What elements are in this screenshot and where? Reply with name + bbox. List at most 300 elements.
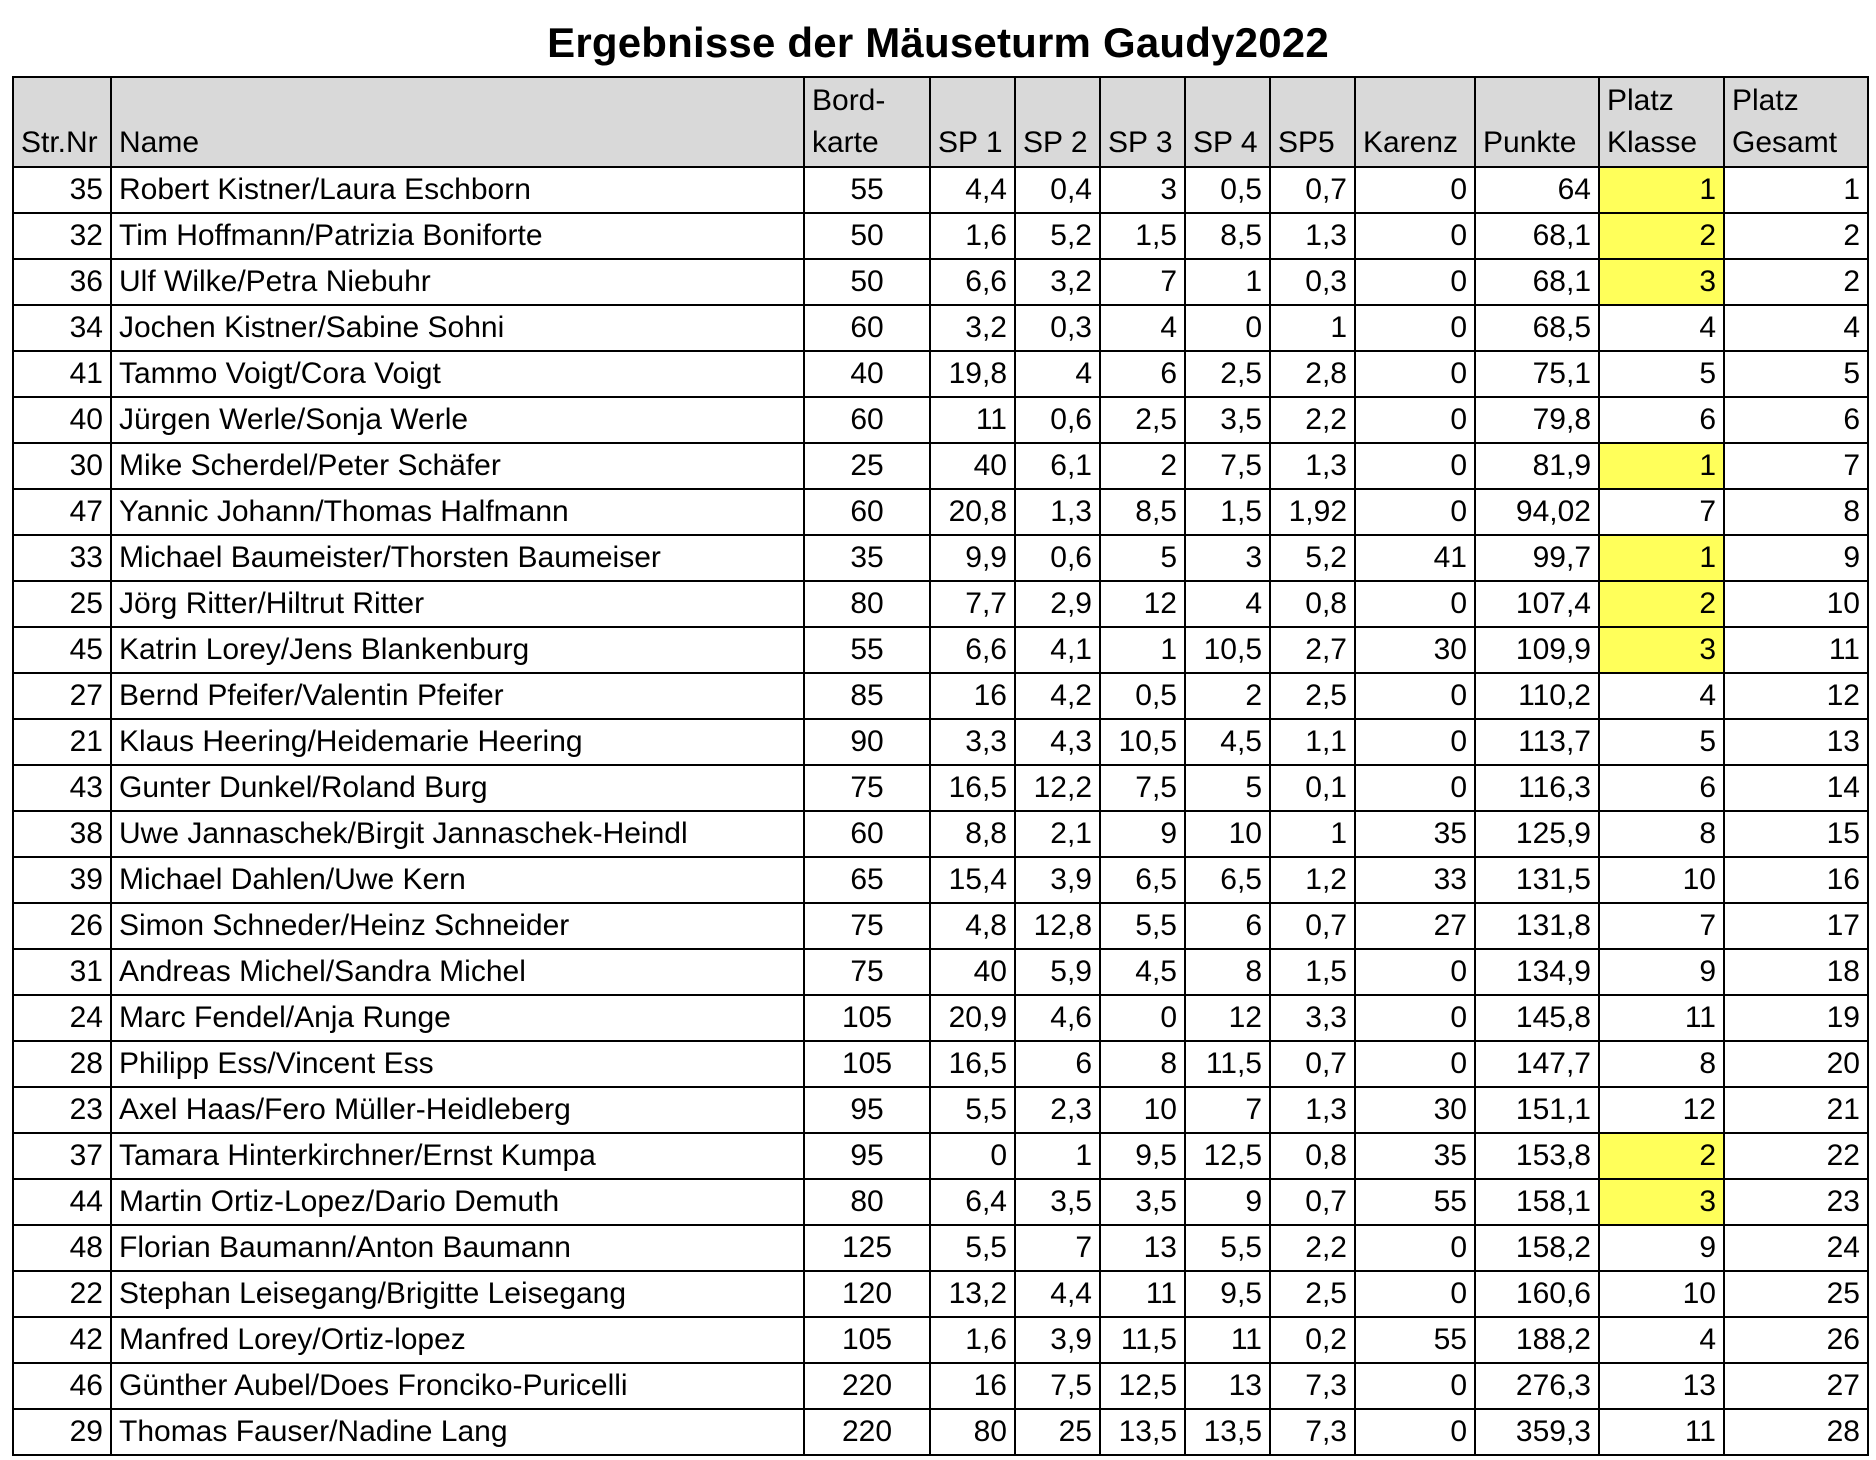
cell-sp2: 0,6 bbox=[1015, 535, 1100, 581]
cell-sp2: 4,4 bbox=[1015, 1271, 1100, 1317]
cell-sp2: 6 bbox=[1015, 1041, 1100, 1087]
cell-strnr: 46 bbox=[13, 1363, 111, 1409]
cell-platz-gesamt: 26 bbox=[1724, 1317, 1868, 1363]
cell-sp1: 13,2 bbox=[930, 1271, 1015, 1317]
cell-karenz: 41 bbox=[1355, 535, 1475, 581]
cell-strnr: 48 bbox=[13, 1225, 111, 1271]
cell-strnr: 22 bbox=[13, 1271, 111, 1317]
cell-sp2: 4,3 bbox=[1015, 719, 1100, 765]
cell-sp4: 3 bbox=[1185, 535, 1270, 581]
cell-name: Yannic Johann/Thomas Halfmann bbox=[111, 489, 804, 535]
table-row bbox=[13, 1041, 1868, 1087]
cell-bordkarte: 220 bbox=[804, 1363, 930, 1409]
cell-sp2: 2,9 bbox=[1015, 581, 1100, 627]
cell-platz-gesamt: 1 bbox=[1724, 167, 1868, 213]
cell-bordkarte: 25 bbox=[804, 443, 930, 489]
header-platz-gesamt: Platz Gesamt bbox=[1724, 77, 1868, 167]
cell-strnr: 21 bbox=[13, 719, 111, 765]
cell-sp2: 5,2 bbox=[1015, 213, 1100, 259]
cell-strnr: 25 bbox=[13, 581, 111, 627]
cell-sp4: 12 bbox=[1185, 995, 1270, 1041]
cell-platz-klasse: 4 bbox=[1599, 673, 1724, 719]
cell-platz-klasse: 7 bbox=[1599, 903, 1724, 949]
table-row bbox=[13, 259, 1868, 305]
cell-strnr: 26 bbox=[13, 903, 111, 949]
cell-sp3: 5,5 bbox=[1100, 903, 1185, 949]
cell-strnr: 35 bbox=[13, 167, 111, 213]
cell-sp4: 12,5 bbox=[1185, 1133, 1270, 1179]
cell-sp2: 2,3 bbox=[1015, 1087, 1100, 1133]
cell-bordkarte: 40 bbox=[804, 351, 930, 397]
cell-bordkarte: 95 bbox=[804, 1133, 930, 1179]
cell-sp2: 2,1 bbox=[1015, 811, 1100, 857]
cell-platz-klasse: 10 bbox=[1599, 1271, 1724, 1317]
table-row bbox=[13, 1133, 1868, 1179]
table-row bbox=[13, 811, 1868, 857]
cell-strnr: 30 bbox=[13, 443, 111, 489]
table-row bbox=[13, 1317, 1868, 1363]
table-row bbox=[13, 305, 1868, 351]
cell-platz-klasse: 6 bbox=[1599, 397, 1724, 443]
cell-sp5: 2,8 bbox=[1270, 351, 1355, 397]
cell-sp5: 7,3 bbox=[1270, 1363, 1355, 1409]
cell-sp1: 5,5 bbox=[930, 1225, 1015, 1271]
cell-punkte: 75,1 bbox=[1475, 351, 1599, 397]
cell-platz-gesamt: 14 bbox=[1724, 765, 1868, 811]
cell-name: Katrin Lorey/Jens Blankenburg bbox=[111, 627, 804, 673]
cell-sp3: 2,5 bbox=[1100, 397, 1185, 443]
cell-sp1: 80 bbox=[930, 1409, 1015, 1455]
cell-punkte: 147,7 bbox=[1475, 1041, 1599, 1087]
cell-sp4: 7,5 bbox=[1185, 443, 1270, 489]
table-row bbox=[13, 581, 1868, 627]
cell-platz-gesamt: 18 bbox=[1724, 949, 1868, 995]
cell-karenz: 0 bbox=[1355, 259, 1475, 305]
cell-sp1: 20,9 bbox=[930, 995, 1015, 1041]
cell-punkte: 94,02 bbox=[1475, 489, 1599, 535]
cell-sp1: 1,6 bbox=[930, 1317, 1015, 1363]
cell-platz-gesamt: 25 bbox=[1724, 1271, 1868, 1317]
cell-sp3: 10,5 bbox=[1100, 719, 1185, 765]
cell-karenz: 0 bbox=[1355, 949, 1475, 995]
cell-bordkarte: 55 bbox=[804, 167, 930, 213]
cell-karenz: 55 bbox=[1355, 1317, 1475, 1363]
cell-punkte: 68,1 bbox=[1475, 259, 1599, 305]
cell-sp1: 5,5 bbox=[930, 1087, 1015, 1133]
cell-bordkarte: 60 bbox=[804, 305, 930, 351]
cell-sp1: 16 bbox=[930, 673, 1015, 719]
cell-platz-gesamt: 24 bbox=[1724, 1225, 1868, 1271]
cell-sp4: 3,5 bbox=[1185, 397, 1270, 443]
cell-punkte: 68,1 bbox=[1475, 213, 1599, 259]
cell-name: Mike Scherdel/Peter Schäfer bbox=[111, 443, 804, 489]
table-row bbox=[13, 535, 1868, 581]
cell-platz-gesamt: 16 bbox=[1724, 857, 1868, 903]
cell-sp2: 12,8 bbox=[1015, 903, 1100, 949]
cell-platz-klasse: 3 bbox=[1599, 1179, 1724, 1225]
cell-name: Tim Hoffmann/Patrizia Boniforte bbox=[111, 213, 804, 259]
cell-sp4: 2 bbox=[1185, 673, 1270, 719]
cell-sp5: 1,92 bbox=[1270, 489, 1355, 535]
cell-platz-gesamt: 12 bbox=[1724, 673, 1868, 719]
cell-name: Klaus Heering/Heidemarie Heering bbox=[111, 719, 804, 765]
table-row bbox=[13, 1409, 1868, 1455]
cell-sp3: 13,5 bbox=[1100, 1409, 1185, 1455]
cell-punkte: 125,9 bbox=[1475, 811, 1599, 857]
cell-sp3: 8 bbox=[1100, 1041, 1185, 1087]
cell-sp2: 7 bbox=[1015, 1225, 1100, 1271]
cell-platz-klasse: 9 bbox=[1599, 1225, 1724, 1271]
cell-sp5: 2,2 bbox=[1270, 1225, 1355, 1271]
cell-sp3: 8,5 bbox=[1100, 489, 1185, 535]
cell-sp1: 6,6 bbox=[930, 627, 1015, 673]
cell-sp2: 3,2 bbox=[1015, 259, 1100, 305]
cell-strnr: 36 bbox=[13, 259, 111, 305]
cell-strnr: 23 bbox=[13, 1087, 111, 1133]
cell-platz-gesamt: 5 bbox=[1724, 351, 1868, 397]
cell-sp1: 6,6 bbox=[930, 259, 1015, 305]
cell-platz-gesamt: 21 bbox=[1724, 1087, 1868, 1133]
cell-sp4: 4,5 bbox=[1185, 719, 1270, 765]
cell-punkte: 68,5 bbox=[1475, 305, 1599, 351]
cell-karenz: 0 bbox=[1355, 581, 1475, 627]
cell-bordkarte: 105 bbox=[804, 1041, 930, 1087]
cell-name: Stephan Leisegang/Brigitte Leisegang bbox=[111, 1271, 804, 1317]
cell-karenz: 0 bbox=[1355, 995, 1475, 1041]
cell-bordkarte: 75 bbox=[804, 949, 930, 995]
cell-sp1: 9,9 bbox=[930, 535, 1015, 581]
cell-bordkarte: 50 bbox=[804, 259, 930, 305]
cell-strnr: 40 bbox=[13, 397, 111, 443]
table-row bbox=[13, 719, 1868, 765]
cell-sp1: 1,6 bbox=[930, 213, 1015, 259]
cell-platz-klasse: 1 bbox=[1599, 535, 1724, 581]
cell-platz-klasse: 4 bbox=[1599, 1317, 1724, 1363]
cell-platz-klasse: 12 bbox=[1599, 1087, 1724, 1133]
cell-sp2: 1 bbox=[1015, 1133, 1100, 1179]
cell-sp5: 2,2 bbox=[1270, 397, 1355, 443]
cell-platz-gesamt: 2 bbox=[1724, 213, 1868, 259]
cell-sp5: 0,1 bbox=[1270, 765, 1355, 811]
cell-punkte: 79,8 bbox=[1475, 397, 1599, 443]
table-row bbox=[13, 673, 1868, 719]
cell-bordkarte: 125 bbox=[804, 1225, 930, 1271]
cell-name: Bernd Pfeifer/Valentin Pfeifer bbox=[111, 673, 804, 719]
cell-sp1: 16,5 bbox=[930, 1041, 1015, 1087]
cell-platz-klasse: 3 bbox=[1599, 627, 1724, 673]
cell-sp1: 4,8 bbox=[930, 903, 1015, 949]
cell-name: Michael Dahlen/Uwe Kern bbox=[111, 857, 804, 903]
cell-name: Jürgen Werle/Sonja Werle bbox=[111, 397, 804, 443]
cell-sp4: 2,5 bbox=[1185, 351, 1270, 397]
cell-bordkarte: 60 bbox=[804, 489, 930, 535]
cell-punkte: 276,3 bbox=[1475, 1363, 1599, 1409]
cell-karenz: 35 bbox=[1355, 811, 1475, 857]
cell-sp3: 1,5 bbox=[1100, 213, 1185, 259]
cell-name: Jochen Kistner/Sabine Sohni bbox=[111, 305, 804, 351]
cell-platz-klasse: 5 bbox=[1599, 351, 1724, 397]
cell-karenz: 0 bbox=[1355, 1271, 1475, 1317]
table-row bbox=[13, 397, 1868, 443]
cell-punkte: 99,7 bbox=[1475, 535, 1599, 581]
cell-bordkarte: 220 bbox=[804, 1409, 930, 1455]
cell-karenz: 0 bbox=[1355, 305, 1475, 351]
cell-strnr: 34 bbox=[13, 305, 111, 351]
table-row bbox=[13, 949, 1868, 995]
cell-sp4: 1 bbox=[1185, 259, 1270, 305]
cell-strnr: 37 bbox=[13, 1133, 111, 1179]
cell-name: Manfred Lorey/Ortiz-lopez bbox=[111, 1317, 804, 1363]
cell-sp3: 11 bbox=[1100, 1271, 1185, 1317]
cell-platz-klasse: 3 bbox=[1599, 259, 1724, 305]
cell-karenz: 0 bbox=[1355, 489, 1475, 535]
cell-punkte: 359,3 bbox=[1475, 1409, 1599, 1455]
results-body bbox=[13, 167, 1868, 1455]
cell-sp5: 0,2 bbox=[1270, 1317, 1355, 1363]
cell-platz-gesamt: 19 bbox=[1724, 995, 1868, 1041]
cell-strnr: 45 bbox=[13, 627, 111, 673]
cell-punkte: 113,7 bbox=[1475, 719, 1599, 765]
cell-platz-gesamt: 4 bbox=[1724, 305, 1868, 351]
cell-platz-klasse: 2 bbox=[1599, 581, 1724, 627]
cell-sp5: 1,5 bbox=[1270, 949, 1355, 995]
cell-sp4: 10 bbox=[1185, 811, 1270, 857]
cell-sp2: 4,1 bbox=[1015, 627, 1100, 673]
cell-sp4: 8 bbox=[1185, 949, 1270, 995]
cell-sp1: 8,8 bbox=[930, 811, 1015, 857]
cell-punkte: 153,8 bbox=[1475, 1133, 1599, 1179]
table-row bbox=[13, 1363, 1868, 1409]
table-row bbox=[13, 167, 1868, 213]
cell-sp4: 9 bbox=[1185, 1179, 1270, 1225]
cell-sp3: 2 bbox=[1100, 443, 1185, 489]
cell-strnr: 47 bbox=[13, 489, 111, 535]
cell-platz-klasse: 4 bbox=[1599, 305, 1724, 351]
cell-strnr: 39 bbox=[13, 857, 111, 903]
cell-bordkarte: 60 bbox=[804, 397, 930, 443]
cell-sp1: 40 bbox=[930, 443, 1015, 489]
cell-sp2: 4,6 bbox=[1015, 995, 1100, 1041]
page-title: Ergebnisse der Mäuseturm Gaudy2022 bbox=[547, 19, 1329, 66]
cell-karenz: 0 bbox=[1355, 673, 1475, 719]
cell-strnr: 24 bbox=[13, 995, 111, 1041]
cell-platz-gesamt: 2 bbox=[1724, 259, 1868, 305]
cell-sp4: 6 bbox=[1185, 903, 1270, 949]
cell-platz-gesamt: 9 bbox=[1724, 535, 1868, 581]
cell-sp2: 3,9 bbox=[1015, 857, 1100, 903]
cell-platz-gesamt: 13 bbox=[1724, 719, 1868, 765]
cell-sp3: 0 bbox=[1100, 995, 1185, 1041]
header-sp3: SP 3 bbox=[1100, 77, 1185, 167]
cell-bordkarte: 95 bbox=[804, 1087, 930, 1133]
cell-name: Gunter Dunkel/Roland Burg bbox=[111, 765, 804, 811]
cell-name: Tamara Hinterkirchner/Ernst Kumpa bbox=[111, 1133, 804, 1179]
header-name: Name bbox=[111, 77, 804, 167]
cell-sp1: 16,5 bbox=[930, 765, 1015, 811]
cell-karenz: 55 bbox=[1355, 1179, 1475, 1225]
cell-sp4: 4 bbox=[1185, 581, 1270, 627]
cell-sp5: 1,2 bbox=[1270, 857, 1355, 903]
cell-bordkarte: 80 bbox=[804, 1179, 930, 1225]
cell-bordkarte: 105 bbox=[804, 1317, 930, 1363]
cell-sp5: 1,3 bbox=[1270, 213, 1355, 259]
cell-sp3: 12,5 bbox=[1100, 1363, 1185, 1409]
cell-platz-klasse: 11 bbox=[1599, 1409, 1724, 1455]
cell-platz-gesamt: 6 bbox=[1724, 397, 1868, 443]
cell-punkte: 131,5 bbox=[1475, 857, 1599, 903]
cell-platz-klasse: 5 bbox=[1599, 719, 1724, 765]
cell-sp2: 4,2 bbox=[1015, 673, 1100, 719]
cell-sp2: 0,3 bbox=[1015, 305, 1100, 351]
header-punkte: Punkte bbox=[1475, 77, 1599, 167]
cell-karenz: 0 bbox=[1355, 1225, 1475, 1271]
cell-karenz: 0 bbox=[1355, 1363, 1475, 1409]
cell-karenz: 30 bbox=[1355, 1087, 1475, 1133]
cell-platz-klasse: 8 bbox=[1599, 1041, 1724, 1087]
cell-sp4: 5,5 bbox=[1185, 1225, 1270, 1271]
cell-karenz: 0 bbox=[1355, 443, 1475, 489]
cell-punkte: 151,1 bbox=[1475, 1087, 1599, 1133]
cell-name: Robert Kistner/Laura Eschborn bbox=[111, 167, 804, 213]
cell-platz-gesamt: 27 bbox=[1724, 1363, 1868, 1409]
table-row bbox=[13, 1087, 1868, 1133]
cell-sp4: 11 bbox=[1185, 1317, 1270, 1363]
cell-punkte: 158,2 bbox=[1475, 1225, 1599, 1271]
cell-name: Tammo Voigt/Cora Voigt bbox=[111, 351, 804, 397]
cell-karenz: 33 bbox=[1355, 857, 1475, 903]
cell-sp1: 15,4 bbox=[930, 857, 1015, 903]
table-row bbox=[13, 1179, 1868, 1225]
cell-sp4: 5 bbox=[1185, 765, 1270, 811]
cell-sp3: 0,5 bbox=[1100, 673, 1185, 719]
cell-sp5: 0,7 bbox=[1270, 1179, 1355, 1225]
table-row bbox=[13, 351, 1868, 397]
cell-strnr: 44 bbox=[13, 1179, 111, 1225]
cell-sp3: 4,5 bbox=[1100, 949, 1185, 995]
cell-punkte: 110,2 bbox=[1475, 673, 1599, 719]
header-strnr: Str.Nr bbox=[13, 77, 111, 167]
cell-sp2: 4 bbox=[1015, 351, 1100, 397]
cell-name: Ulf Wilke/Petra Niebuhr bbox=[111, 259, 804, 305]
cell-platz-klasse: 11 bbox=[1599, 995, 1724, 1041]
cell-bordkarte: 35 bbox=[804, 535, 930, 581]
cell-sp2: 0,4 bbox=[1015, 167, 1100, 213]
cell-punkte: 107,4 bbox=[1475, 581, 1599, 627]
cell-sp5: 1,3 bbox=[1270, 443, 1355, 489]
cell-strnr: 33 bbox=[13, 535, 111, 581]
cell-sp2: 3,9 bbox=[1015, 1317, 1100, 1363]
header-sp5: SP5 bbox=[1270, 77, 1355, 167]
table-row bbox=[13, 1271, 1868, 1317]
cell-strnr: 32 bbox=[13, 213, 111, 259]
cell-sp3: 9,5 bbox=[1100, 1133, 1185, 1179]
cell-karenz: 27 bbox=[1355, 903, 1475, 949]
cell-sp5: 0,7 bbox=[1270, 903, 1355, 949]
header-platz-klasse: Platz Klasse bbox=[1599, 77, 1724, 167]
cell-sp4: 7 bbox=[1185, 1087, 1270, 1133]
cell-bordkarte: 85 bbox=[804, 673, 930, 719]
cell-sp4: 6,5 bbox=[1185, 857, 1270, 903]
table-row bbox=[13, 995, 1868, 1041]
cell-bordkarte: 65 bbox=[804, 857, 930, 903]
cell-sp1: 6,4 bbox=[930, 1179, 1015, 1225]
cell-sp5: 1,1 bbox=[1270, 719, 1355, 765]
header-sp4: SP 4 bbox=[1185, 77, 1270, 167]
cell-sp5: 0,3 bbox=[1270, 259, 1355, 305]
cell-karenz: 0 bbox=[1355, 397, 1475, 443]
cell-sp4: 13 bbox=[1185, 1363, 1270, 1409]
cell-sp1: 20,8 bbox=[930, 489, 1015, 535]
cell-sp5: 5,2 bbox=[1270, 535, 1355, 581]
cell-name: Michael Baumeister/Thorsten Baumeiser bbox=[111, 535, 804, 581]
header-sp1: SP 1 bbox=[930, 77, 1015, 167]
cell-karenz: 0 bbox=[1355, 167, 1475, 213]
cell-sp3: 3,5 bbox=[1100, 1179, 1185, 1225]
header-row bbox=[13, 77, 1868, 167]
header-bordkarte: Bord- karte bbox=[804, 77, 930, 167]
table-row bbox=[13, 627, 1868, 673]
cell-sp1: 3,3 bbox=[930, 719, 1015, 765]
table-row bbox=[13, 765, 1868, 811]
cell-sp5: 1 bbox=[1270, 811, 1355, 857]
cell-bordkarte: 50 bbox=[804, 213, 930, 259]
cell-sp2: 1,3 bbox=[1015, 489, 1100, 535]
table-row bbox=[13, 213, 1868, 259]
cell-sp3: 7 bbox=[1100, 259, 1185, 305]
cell-bordkarte: 55 bbox=[804, 627, 930, 673]
cell-sp3: 6 bbox=[1100, 351, 1185, 397]
cell-bordkarte: 80 bbox=[804, 581, 930, 627]
cell-sp3: 10 bbox=[1100, 1087, 1185, 1133]
cell-platz-klasse: 2 bbox=[1599, 1133, 1724, 1179]
cell-name: Andreas Michel/Sandra Michel bbox=[111, 949, 804, 995]
cell-sp3: 5 bbox=[1100, 535, 1185, 581]
cell-sp4: 11,5 bbox=[1185, 1041, 1270, 1087]
cell-strnr: 27 bbox=[13, 673, 111, 719]
cell-platz-klasse: 13 bbox=[1599, 1363, 1724, 1409]
cell-sp5: 0,8 bbox=[1270, 581, 1355, 627]
cell-punkte: 145,8 bbox=[1475, 995, 1599, 1041]
cell-strnr: 42 bbox=[13, 1317, 111, 1363]
cell-sp5: 1 bbox=[1270, 305, 1355, 351]
cell-punkte: 81,9 bbox=[1475, 443, 1599, 489]
cell-punkte: 131,8 bbox=[1475, 903, 1599, 949]
cell-sp5: 3,3 bbox=[1270, 995, 1355, 1041]
cell-name: Marc Fendel/Anja Runge bbox=[111, 995, 804, 1041]
cell-sp3: 1 bbox=[1100, 627, 1185, 673]
cell-bordkarte: 60 bbox=[804, 811, 930, 857]
cell-platz-klasse: 10 bbox=[1599, 857, 1724, 903]
cell-sp5: 0,8 bbox=[1270, 1133, 1355, 1179]
header-sp2: SP 2 bbox=[1015, 77, 1100, 167]
cell-name: Simon Schneder/Heinz Schneider bbox=[111, 903, 804, 949]
cell-platz-gesamt: 28 bbox=[1724, 1409, 1868, 1455]
cell-platz-gesamt: 20 bbox=[1724, 1041, 1868, 1087]
cell-platz-klasse: 2 bbox=[1599, 213, 1724, 259]
cell-platz-gesamt: 8 bbox=[1724, 489, 1868, 535]
cell-sp3: 13 bbox=[1100, 1225, 1185, 1271]
cell-platz-klasse: 1 bbox=[1599, 167, 1724, 213]
cell-sp4: 8,5 bbox=[1185, 213, 1270, 259]
cell-strnr: 41 bbox=[13, 351, 111, 397]
cell-platz-gesamt: 7 bbox=[1724, 443, 1868, 489]
cell-name: Thomas Fauser/Nadine Lang bbox=[111, 1409, 804, 1455]
cell-name: Günther Aubel/Does Fronciko-Puricelli bbox=[111, 1363, 804, 1409]
cell-sp3: 3 bbox=[1100, 167, 1185, 213]
cell-sp2: 7,5 bbox=[1015, 1363, 1100, 1409]
cell-sp2: 3,5 bbox=[1015, 1179, 1100, 1225]
cell-name: Martin Ortiz-Lopez/Dario Demuth bbox=[111, 1179, 804, 1225]
